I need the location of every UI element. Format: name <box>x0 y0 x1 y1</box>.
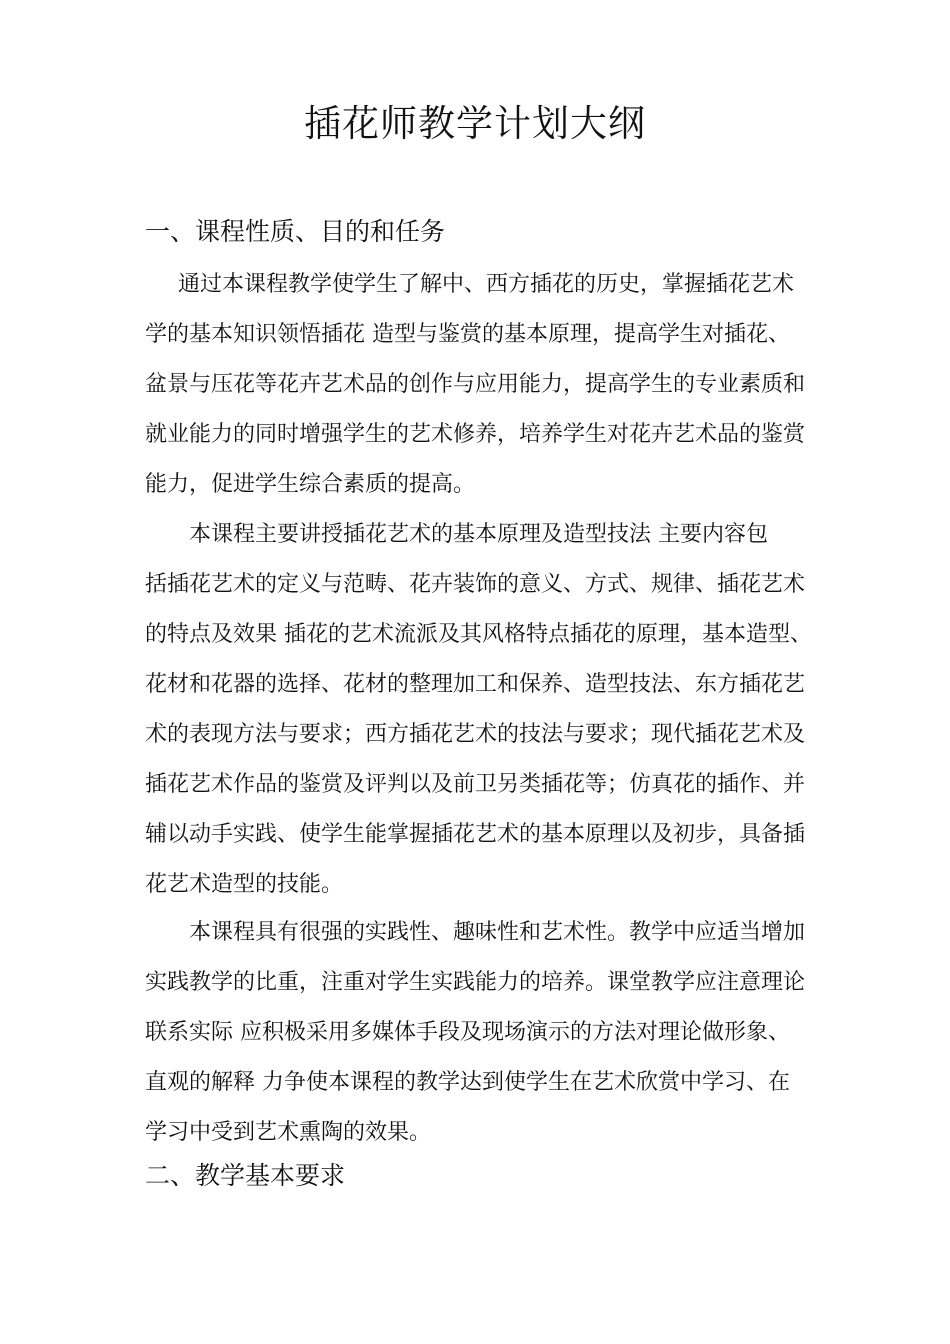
paragraph-line: 术的表现方法与要求；西方插花艺术的技法与要求；现代插花艺术及 <box>145 722 806 747</box>
paragraph-line: 联系实际 应积极采用多媒体手段及现场演示的方法对理论做形象、 <box>145 1020 790 1045</box>
paragraph-1 <box>145 260 825 510</box>
paragraph-line: 本课程主要讲授插花艺术的基本原理及造型技法 主要内容包 <box>189 522 768 547</box>
paragraph-line: 本课程具有很强的实践性、趣味性和艺术性。教学中应适当增加 <box>189 920 806 945</box>
section-heading-2: 二、教学基本要求 <box>145 1161 346 1190</box>
paragraph-line: 花艺术造型的技能。 <box>145 872 344 897</box>
paragraph-line: 括插花艺术的定义与范畴、花卉装饰的意义、方式、规律、插花艺术 <box>145 572 806 597</box>
paragraph-line: 直观的解释 力争使本课程的教学达到使学生在艺术欣赏中学习、在 <box>145 1070 790 1095</box>
paragraph-line: 辅以动手实践、使学生能掌握插花艺术的基本原理以及初步，具备插 <box>145 822 806 847</box>
paragraph-line: 的特点及效果 插花的艺术流派及其风格特点插花的原理，基本造型、 <box>145 622 812 647</box>
document-title: 插花师教学计划大纲 <box>304 102 646 145</box>
section-heading-1: 一、课程性质、目的和任务 <box>145 217 446 246</box>
paragraph-2 <box>145 510 825 910</box>
paragraph-line: 就业能力的同时增强学生的艺术修养，培养学生对花卉艺术品的鉴赏 <box>145 422 806 447</box>
paragraph-line: 学的基本知识领悟插花 造型与鉴赏的基本原理，提高学生对插花、 <box>145 322 790 347</box>
paragraph-line: 通过本课程教学使学生了解中、西方插花的历史，掌握插花艺术 <box>178 272 795 297</box>
paragraph-line: 能力，促进学生综合素质的提高。 <box>145 472 476 497</box>
paragraph-line: 花材和花器的选择、花材的整理加工和保养、造型技法、东方插花艺 <box>145 672 806 697</box>
paragraph-line: 盆景与压花等花卉艺术品的创作与应用能力，提高学生的专业素质和 <box>145 372 806 397</box>
paragraph-line: 学习中受到艺术熏陶的效果。 <box>145 1120 432 1145</box>
paragraph-3 <box>145 908 825 1158</box>
paragraph-line: 插花艺术作品的鉴赏及评判以及前卫另类插花等；仿真花的插作、并 <box>145 772 806 797</box>
paragraph-line: 实践教学的比重，注重对学生实践能力的培养。课堂教学应注意理论 <box>145 970 806 995</box>
